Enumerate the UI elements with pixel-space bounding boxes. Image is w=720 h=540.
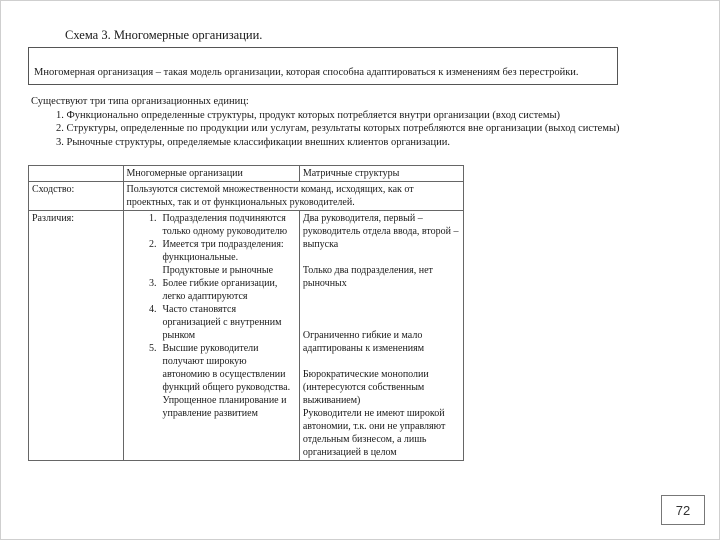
page-number: 72 xyxy=(661,495,705,525)
type-item-2: 2. Структуры, определенные по продукции или услугам, результаты которых потребляются вне организации (выход системы) xyxy=(56,123,620,134)
list-item: Руководители не имеют широкой автономии, т.к. они не управляют отдельным бизнесом, а лишь организацией в целом xyxy=(302,408,446,458)
list-item: Ограниченно гибкие и мало адаптированы к изменениям xyxy=(302,330,425,354)
list-item: 3. Более гибкие организации, легко адаптируются xyxy=(149,278,278,302)
definition-box: Многомерная организация – такая модель организации, которая способна адаптироваться к изменениям без перестройки. xyxy=(28,47,618,85)
matrix-differences xyxy=(299,211,463,461)
similarity-row xyxy=(29,182,464,211)
list-item: 2. Имеется три подразделения: функциональные. Продуктовые и рыночные xyxy=(149,239,284,276)
types-intro: Существуют три типа организационных единиц: xyxy=(31,96,249,107)
table-header-empty xyxy=(29,166,124,182)
list-item: 1. Подразделения подчиняются только одному руководителю xyxy=(149,213,288,237)
differences-label: Различия: xyxy=(29,211,124,461)
multidimensional-differences xyxy=(123,211,299,461)
differences-row xyxy=(29,211,464,461)
list-item: Бюрократические монополии (интересуются собственным выживанием) xyxy=(302,369,429,406)
similarity-text: Пользуются системой множественности команд, исходящих, как от проектных, так и от функциональных руководителей. xyxy=(123,182,464,211)
type-item-3: 3. Рыночные структуры, определяемые классификации внешних клиентов организации. xyxy=(56,136,450,148)
comparison-table xyxy=(28,165,464,461)
list-item: 4. Часто становятся организацией с внутренним рынком xyxy=(149,304,282,341)
org-unit-types xyxy=(31,95,620,149)
list-item: Два руководителя, первый – руководитель отдела ввода, второй – выпуска xyxy=(302,213,459,250)
scheme-title: Схема 3. Многомерные организации. xyxy=(65,28,263,42)
similarity-label: Сходство: xyxy=(29,182,124,211)
type-item-1: 1. Функционально определенные структуры, продукт которых потребляется внутри организации (вход системы) xyxy=(56,109,561,121)
header-matrix: Матричные структуры xyxy=(299,166,463,182)
list-item: 5. Высшие руководители получают широкую автономию в осуществлении функций общего руководства. Упрощенное планирование и управление развитием xyxy=(149,343,291,419)
list-item: Только два подразделения, нет рыночных xyxy=(302,265,433,289)
table-header-row xyxy=(29,166,464,182)
header-multidimensional: Многомерные организации xyxy=(123,166,299,182)
